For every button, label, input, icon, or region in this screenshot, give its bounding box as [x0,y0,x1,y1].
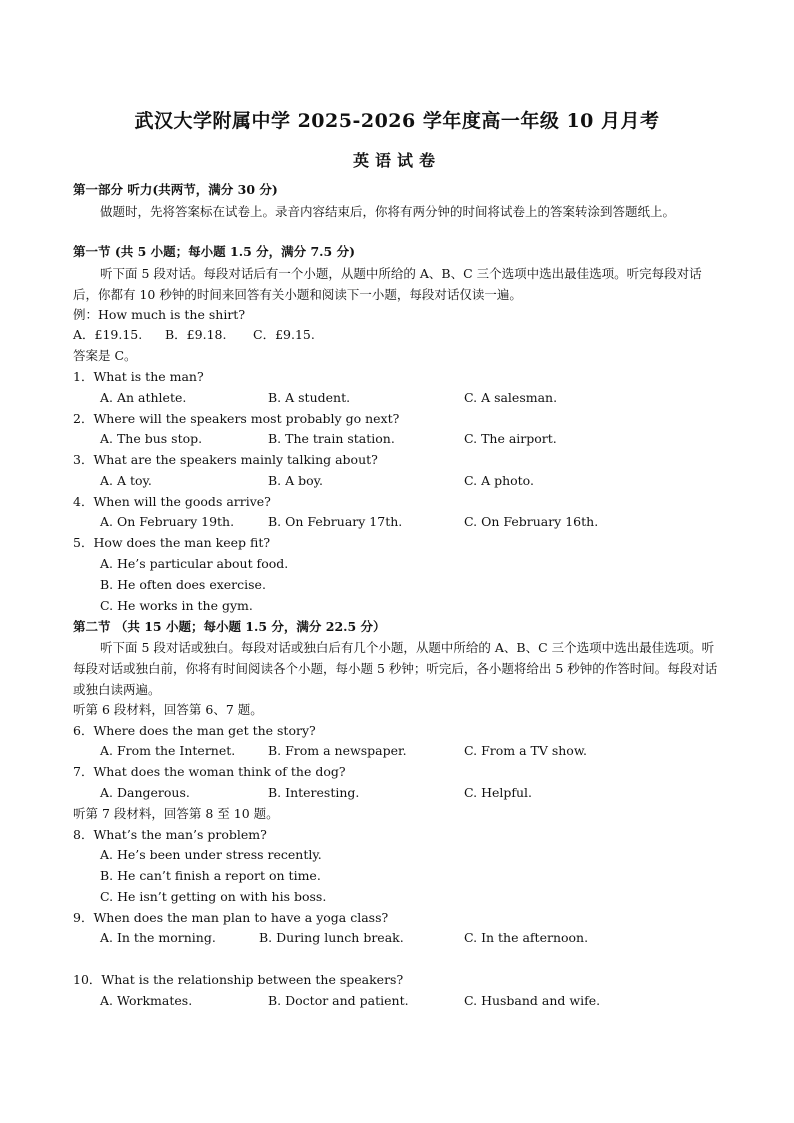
question-4 [73,492,271,512]
part1-instruction: 做题时，先将答案标在试卷上。录音内容结束后，你将有两分钟的时间将试卷上的答案转涂到答题纸上。 [100,204,676,219]
question-text: What is the man? [93,369,204,384]
option-a: A. From the Internet. [100,743,236,758]
option-b: B. From a newspaper. [268,743,407,758]
option-a: A. An athlete. [100,390,187,405]
question-text: When does the man plan to have a yoga class? [93,910,389,925]
material-6-label: 听第 6 段材料，回答第 6、7 题。 [73,702,263,717]
question-text: What does the woman think of the dog? [93,764,346,779]
question-3 [73,450,378,470]
question-2 [73,409,399,429]
question-8 [73,825,267,845]
question-text: Where will the speakers most probably go next? [93,411,400,426]
option-c: C. A salesman. [464,390,558,405]
option-a: A. Dangerous. [100,785,190,800]
question-5 [73,533,270,553]
option-a: A. Workmates. [100,993,193,1008]
option-b: B. The train station. [268,431,395,446]
question-number: 10． [73,972,102,987]
question-text: How does the man keep fit? [93,535,271,550]
question-text: What’s the man’s problem? [93,827,267,842]
option-a: A. A toy. [100,473,152,488]
example-question: 例：How much is the shirt? [73,307,246,322]
option-b: B. He can’t finish a report on time. [100,868,321,883]
example-option-b: B．£9.18. [165,327,227,342]
question-7 [73,762,346,782]
option-a: A. He’s particular about food. [100,556,289,571]
example-answer: 答案是 C。 [73,348,137,363]
option-c: C. On February 16th. [464,514,599,529]
exam-title: 武汉大学附属中学 2025-2026 学年度高一年级 10 月月考 [134,110,660,132]
question-1 [73,367,204,387]
material-7-label: 听第 7 段材料，回答第 8 至 10 题。 [73,806,279,821]
question-9 [73,908,388,928]
example-option-a: A．£19.15. [73,327,143,342]
option-b: B. On February 17th. [268,514,403,529]
option-c: C. The airport. [464,431,557,446]
question-number: 8． [73,827,94,842]
option-c: C. He works in the gym. [100,598,253,613]
question-6 [73,721,316,741]
option-c: C. Husband and wife. [464,993,601,1008]
section2-heading: 第二节 （共 15 小题；每小题 1.5 分，满分 22.5 分） [73,619,386,634]
question-number: 4． [73,494,94,509]
option-b: B. He often does exercise. [100,577,266,592]
option-c: C. In the afternoon. [464,930,589,945]
question-10 [73,970,403,990]
option-b: B. Interesting. [268,785,360,800]
option-c: C. He isn’t getting on with his boss. [100,889,327,904]
question-text: What are the speakers mainly talking about? [93,452,378,467]
option-c: C. Helpful. [464,785,533,800]
example-option-c: C．£9.15. [253,327,315,342]
exam-subtitle: 英语试卷 [352,151,441,170]
question-number: 3． [73,452,94,467]
question-number: 2． [73,411,94,426]
option-b: B. A student. [268,390,351,405]
part1-heading: 第一部分 听力(共两节，满分 30 分) [73,182,278,197]
question-text: What is the relationship between the speakers? [101,972,404,987]
question-number: 6． [73,723,94,738]
option-a: A. In the morning. [100,930,216,945]
question-number: 1． [73,369,94,384]
section1-instruction: 听下面 5 段对话。每段对话后有一个小题，从题中所给的 A、B、C 三个选项中选出最佳选项。听完每段对话后，你都有 10 秒钟的时间来回答有关小题和阅读下一小题，每段对话仅读一遍。 [73,266,702,302]
option-a: A. On February 19th. [100,514,235,529]
option-b: B. Doctor and patient. [268,993,409,1008]
option-a: A. The bus stop. [100,431,203,446]
question-text: Where does the man get the story? [93,723,316,738]
section2-instruction: 听下面 5 段对话或独白。每段对话或独白后有几个小题，从题中所给的 A、B、C 三个选项中选出最佳选项。听每段对话或独白前，你将有时间阅读各个小题，每小题 5 秒钟；听完后，各小题将给出 5 秒钟的作答时间。每段对话或独白读两遍。 [73,640,718,697]
option-c: C. From a TV show. [464,743,588,758]
option-a: A. He’s been under stress recently. [100,847,322,862]
option-b: B. A boy. [268,473,324,488]
question-number: 7． [73,764,94,779]
question-number: 5． [73,535,94,550]
question-number: 9． [73,910,94,925]
option-c: C. A photo. [464,473,534,488]
option-b: B. During lunch break. [259,930,404,945]
section1-heading: 第一节 (共 5 小题；每小题 1.5 分，满分 7.5 分) [73,244,355,259]
question-text: When will the goods arrive? [93,494,271,509]
